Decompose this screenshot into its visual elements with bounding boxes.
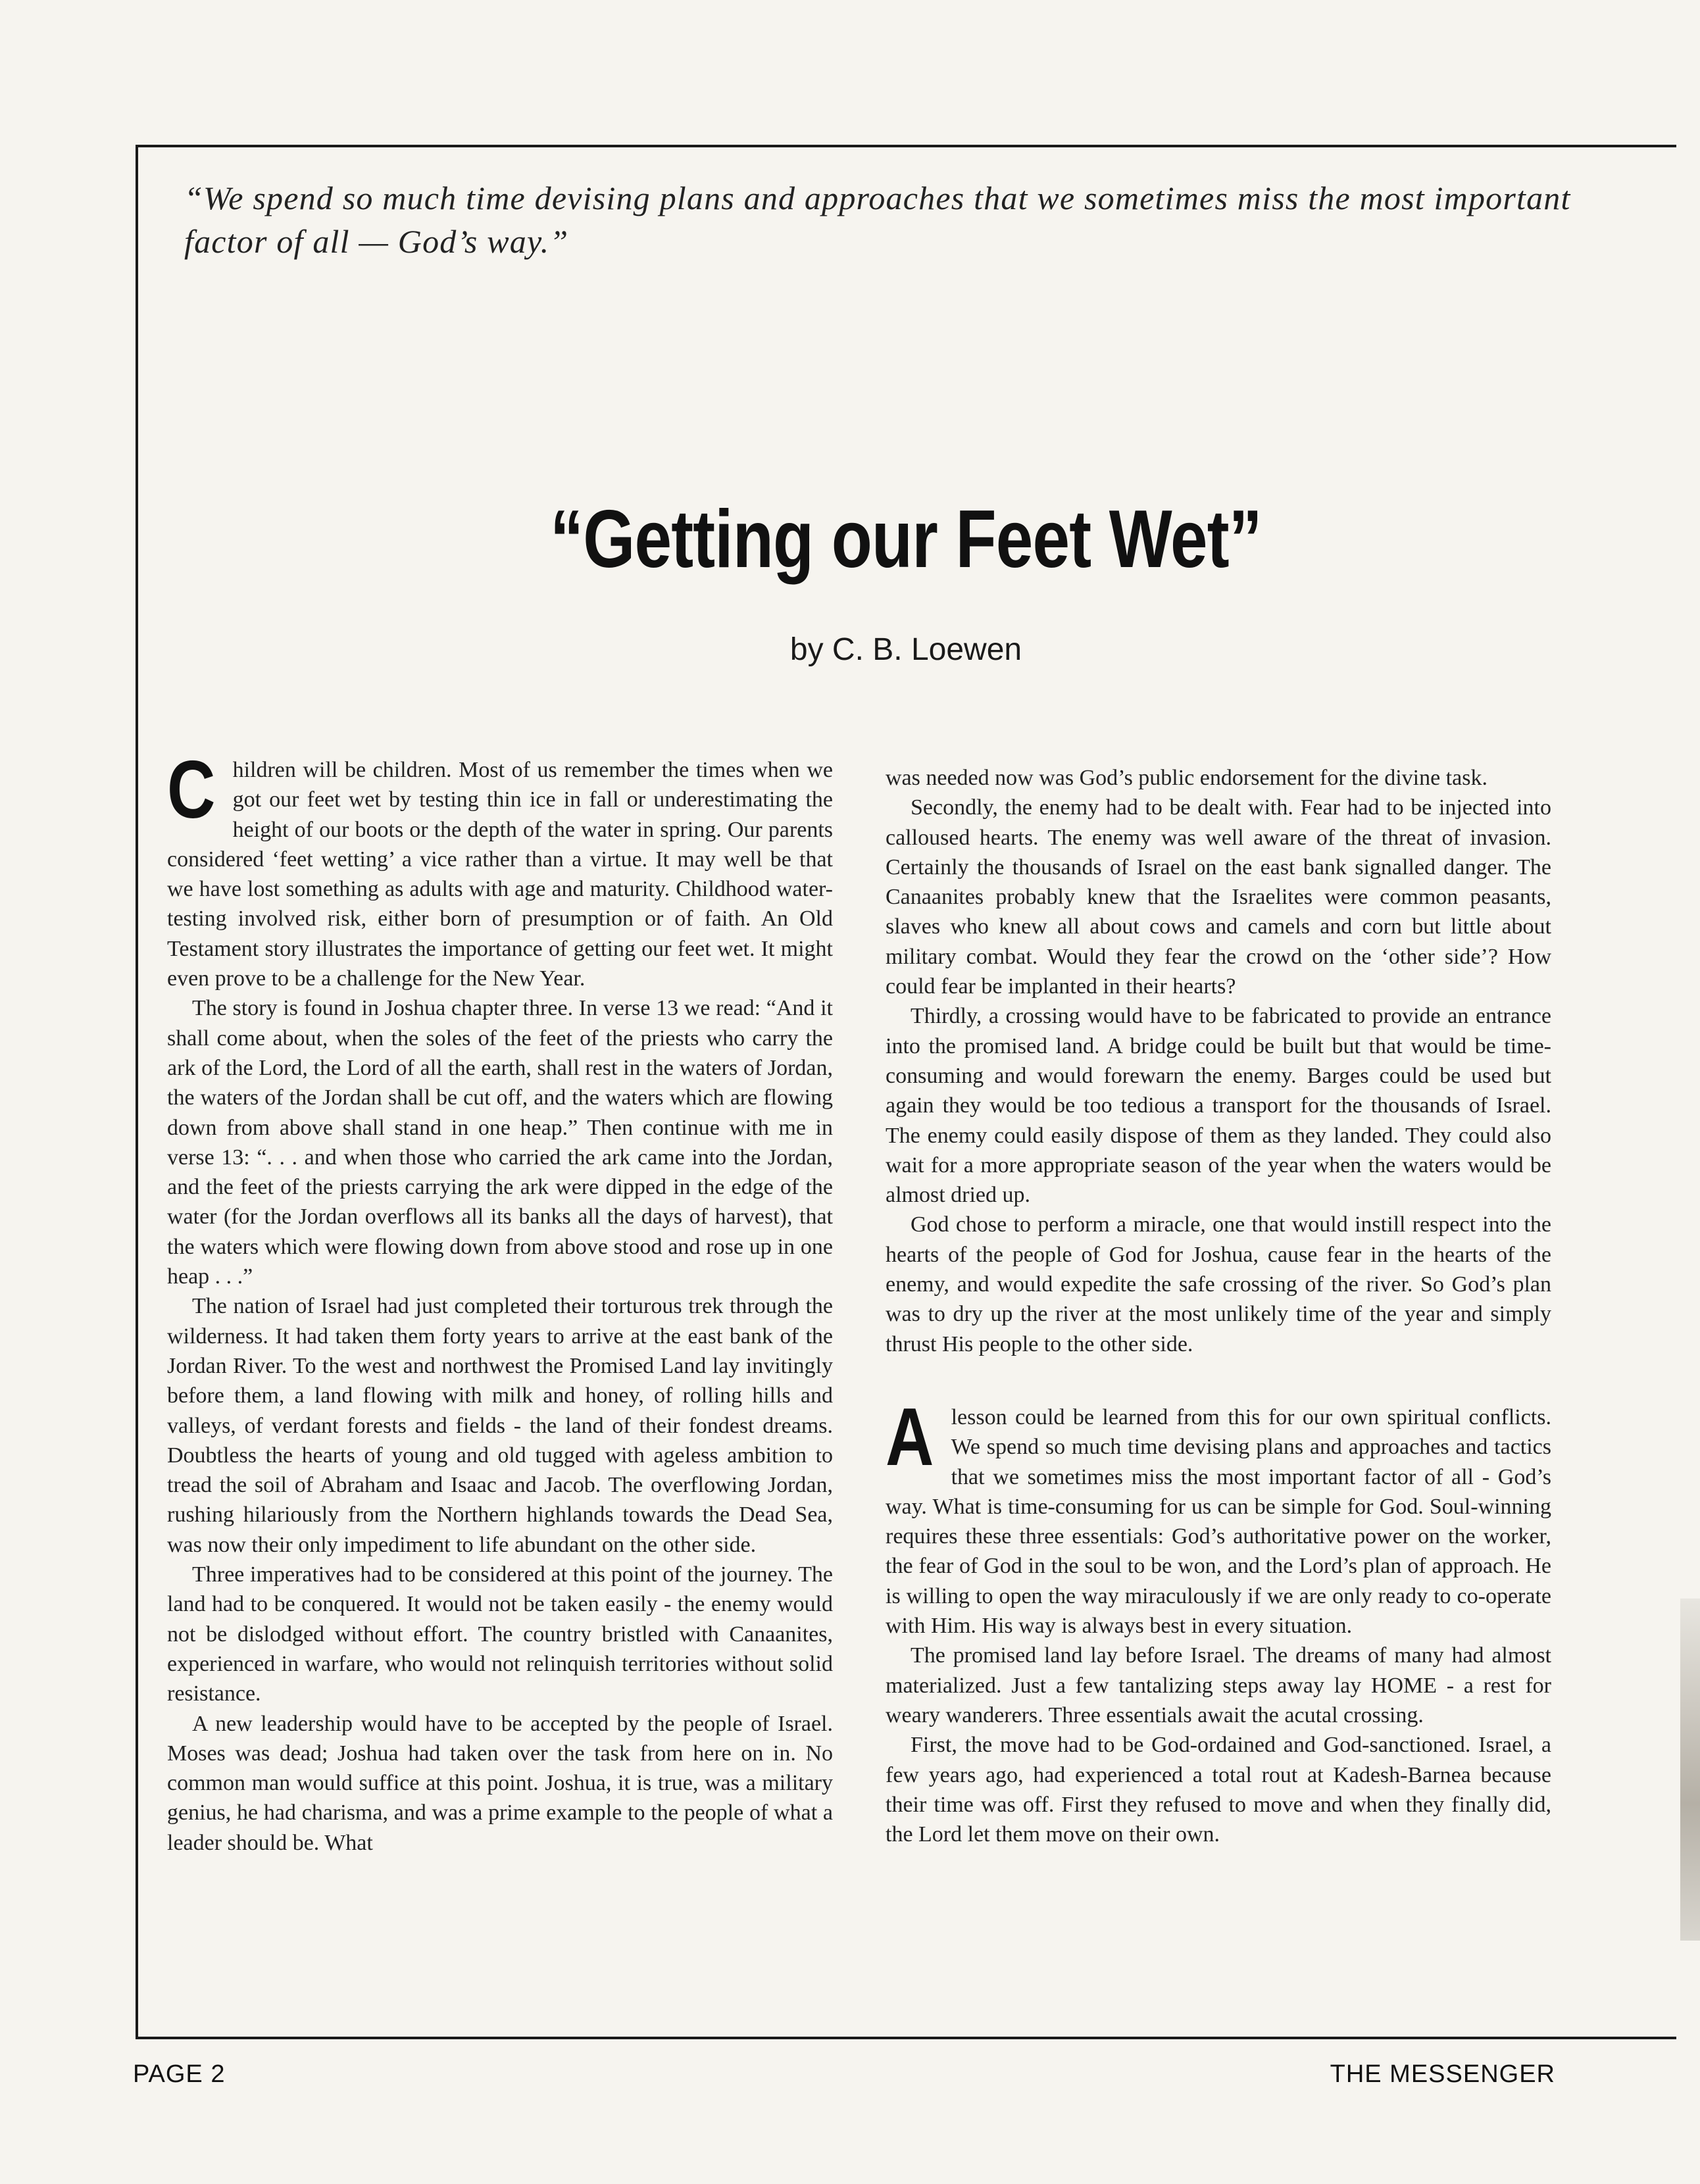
- paragraph: God chose to perform a miracle, one that would instill respect into the hearts of the people of God for Joshua, cause fear in the hearts of the enemy, and would expedite the safe crossing of the river. So God’s plan was to dry up the river at the most unlikely time of the year and simply thrust His people to the other side.: [886, 1212, 1551, 1356]
- paragraph: Thirdly, a crossing would have to be fabricated to provide an entrance into the promised land. A bridge could be built but that would be time-consuming and would forewarn the enemy. Barges could be used but again they would be too tedious a transport for the thousands of Israel. The enemy could easily dispose of them as they landed. They could also wait for a more appropriate season of the year when the waters would be almost dried up.: [886, 1004, 1551, 1208]
- paragraph: Secondly, the enemy had to be dealt with. Fear had to be injected into calloused hearts. The enemy was well aware of the threat of invasion. Certainly the thousands of Israel on the east bank signalled danger. The Canaanites probably knew that the Israelites were common peasants, slaves who knew all about cows and camels and corn but little about military combat. Would they fear the crowd on the ‘other side’? How could fear be implanted in their hearts?: [886, 795, 1551, 999]
- byline: by C. B. Loewen: [789, 632, 1022, 667]
- paragraph: First, the move had to be God-ordained and God-sanctioned. Israel, a few years ago, had experienced a total rout at Kadesh-Barnea because their time was off. First they refused to move and when they finally did, the Lord let them move on their own.: [886, 1733, 1551, 1847]
- paragraph-text: hildren will be children. Most of us remember the times when we got our feet wet by testing thin ice in fall or underestimating the height of our boots or the depth of the water in spring. Our parents considered ‘feet wetting’ a vice rather than a virtue. It may well be that we have lost something as adults with age and maturity. Childhood water-testing involved risk, either born of presumption or of faith. An Old Testament story illustrates the importance of getting our feet wet. It might even prove to be a challenge for the New Year.: [167, 758, 833, 991]
- paragraph-text: lesson could be learned from this for our own spiritual conflicts. We spend so much time devising plans and approaches and tactics that we sometimes miss the most important factor of all - God’s way. What is time-consuming for us can be simple for God. Soul-winning requires these three essentials: God’s authoritative power on the worker, the fear of God in the soul to be won, and the Lord’s plan of approach. He is willing to open the way miraculously if we are only ready to co-operate with Him. His way is always best in every situation.: [886, 1404, 1551, 1639]
- scan-edge-artifact: [1680, 1599, 1700, 1941]
- paragraph: Three imperatives had to be considered at this point of the journey. The land had to be conquered. It would not be taken easily - the enemy would not be dislodged without effort. The country bristled with Canaanites, experienced in warfare, who would not relinquish territories without solid resistance.: [167, 1562, 833, 1706]
- publication-name: THE MESSENGER: [1330, 2060, 1555, 2088]
- pull-quote: “We spend so much time devising plans and approaches that we sometimes miss the most important factor of all — God’s way.”: [184, 180, 1571, 260]
- paragraph: [167, 745, 833, 993]
- right-column: [886, 763, 1551, 1849]
- paragraph: was needed now was God’s public endorsement for the divine task.: [886, 766, 1488, 790]
- paragraph: The nation of Israel had just completed their torturous trek through the wilderness. It had taken them forty years to arrive at the east bank of the Jordan River. To the west and northwest the Promised Land lay invitingly before them, a land flowing with milk and honey, of rolling hills and valleys, of verdant forests and fields - the land of their fondest dreams. Doubtless the hearts of young and old tugged with ageless ambition to tread the soil of Abraham and Isaac and Jacob. The overflowing Jordan, rushing hilariously from the Northern highlands towards the Dead Sea, was now their only impediment to life abundant on the other side.: [167, 1294, 833, 1557]
- article-title: “Getting our Feet Wet”: [550, 494, 1262, 585]
- paragraph: The story is found in Joshua chapter three. In verse 13 we read: “And it shall come about, when the soles of the feet of the priests who carry the ark of the Lord, the Lord of all the earth, shall rest in the waters of Jordan, the waters of the Jordan shall be cut off, and the waters which are flowing down from above shall stand in one heap.” Then continue with me in verse 13: “. . . and when those who carried the ark came into the Jordan, and the feet of the priests carrying the ark were dipped in the edge of the water (for the Jordan overflows all its banks all the days of harvest), that the waters which were flowing down from above stood and rose up in one heap . . .”: [167, 996, 833, 1289]
- paragraph: The promised land lay before Israel. The dreams of many had almost materialized. Just a few tantalizing steps away lay HOME - a rest for weary wanderers. Three essentials await the acutal crossing.: [886, 1643, 1551, 1727]
- drop-cap: A: [886, 1391, 934, 1483]
- section-break: [886, 1359, 1551, 1402]
- paragraph: [886, 1391, 1551, 1641]
- paragraph: A new leadership would have to be accepted by the people of Israel. Moses was dead; Joshua had taken over the task from here on in. No common man would suffice at this point. Joshua, it is true, was a military genius, he had charisma, and was a prime example to the people of what a leader should be. What: [167, 1711, 833, 1855]
- left-column: [167, 745, 833, 1858]
- page-number: PAGE 2: [133, 2060, 226, 2088]
- drop-cap: C: [167, 745, 216, 835]
